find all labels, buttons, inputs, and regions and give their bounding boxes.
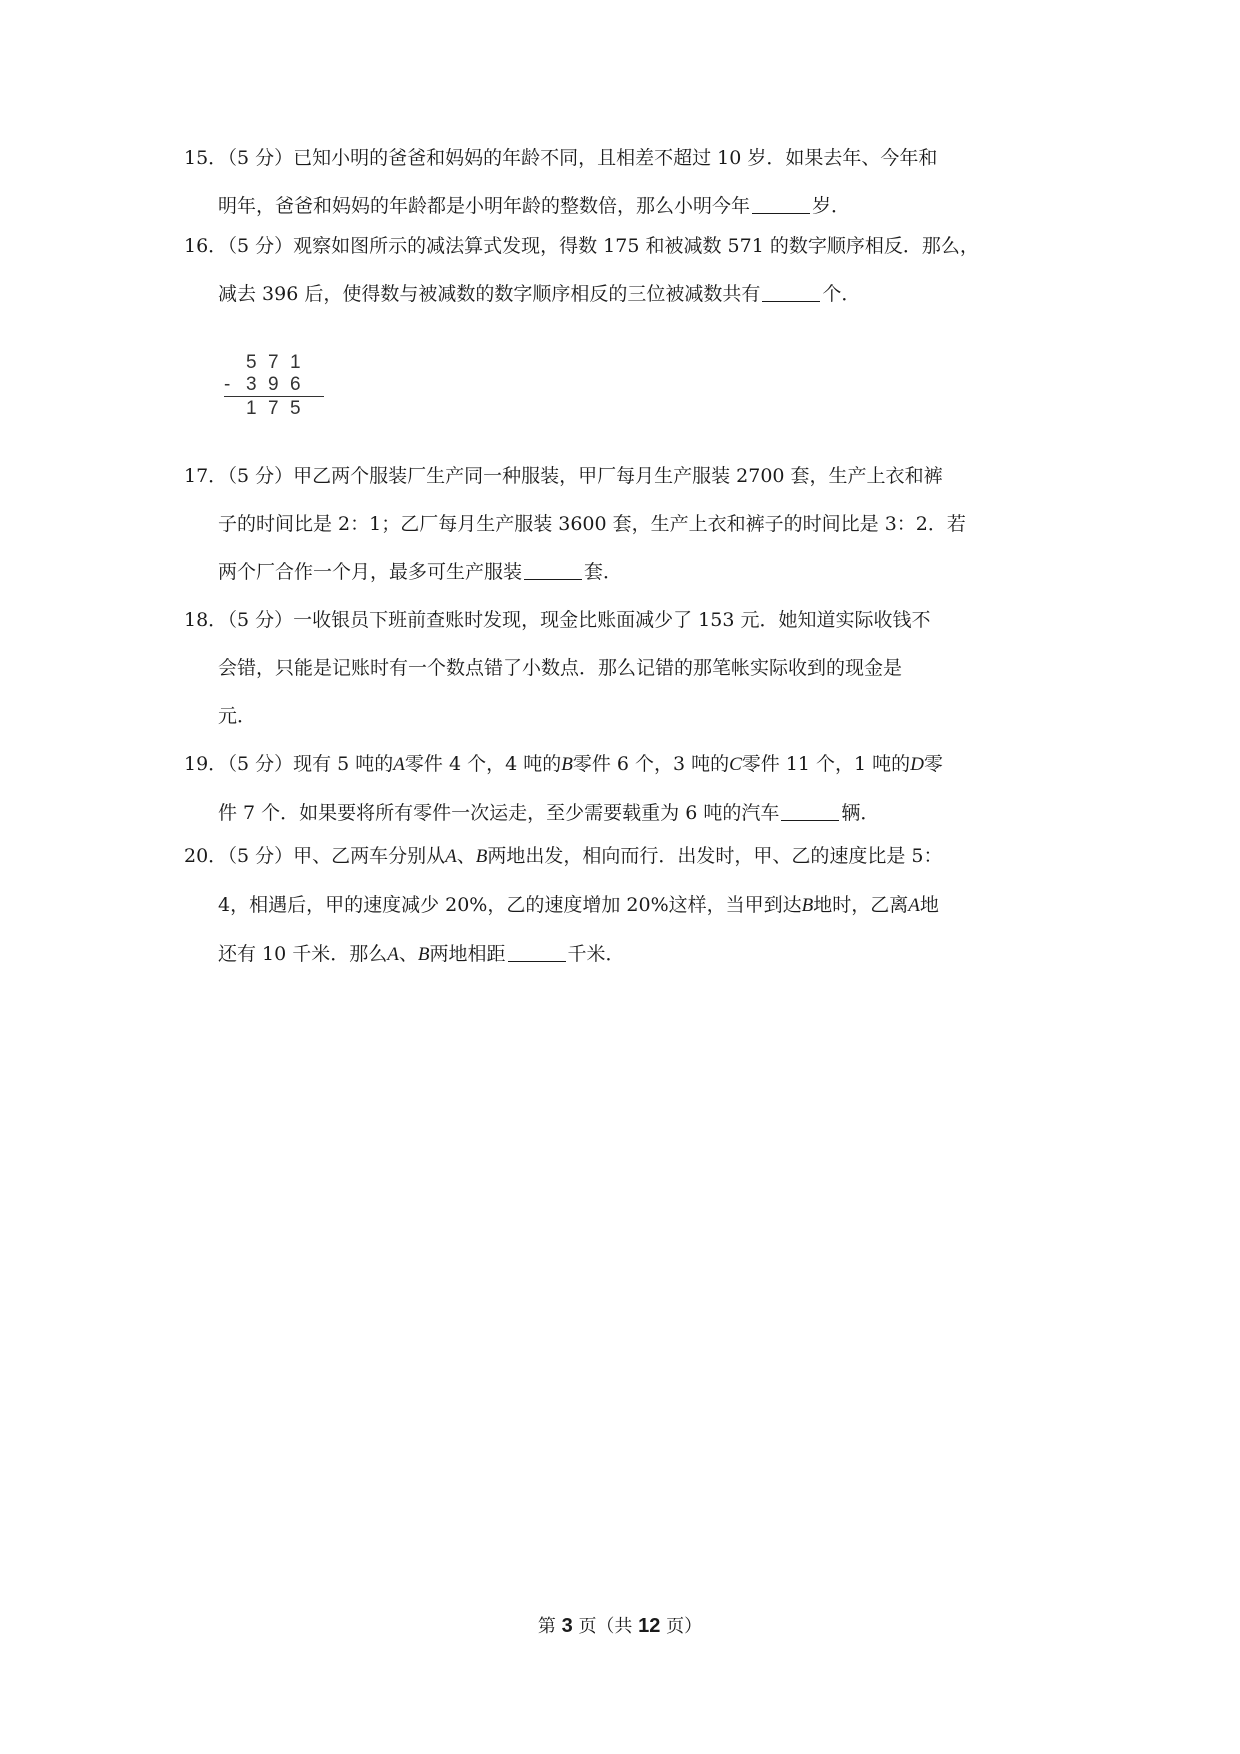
question-text: 两个厂合作一个月，最多可生产服装 — [218, 561, 523, 583]
answer-blank[interactable] — [752, 212, 810, 214]
question-line — [184, 452, 1064, 500]
question-line — [184, 832, 1064, 881]
subtraction-figure — [222, 352, 322, 420]
question-text: 套． — [584, 561, 623, 583]
variable: A — [387, 944, 399, 965]
question-text: 岁． — [812, 195, 851, 217]
variable: B — [417, 944, 430, 965]
question-line — [184, 270, 1064, 318]
question-line — [184, 692, 1064, 740]
digit: 9 — [268, 374, 279, 395]
question-line — [184, 740, 1064, 789]
page-footer — [0, 1612, 1240, 1638]
variable: B — [475, 846, 488, 867]
question-line — [184, 930, 1064, 979]
variable: B — [561, 754, 573, 775]
question-text: 个． — [822, 283, 861, 305]
question-text: 地 — [919, 894, 939, 916]
total-pages-number: 12 — [638, 1615, 661, 1637]
digit: 1 — [246, 398, 257, 419]
answer-blank[interactable] — [508, 960, 566, 962]
question-number: 18． — [184, 609, 228, 631]
digit: 5 — [290, 398, 301, 419]
variable: C — [729, 754, 742, 775]
question-text: 零 — [923, 753, 943, 775]
question-text: 零件 6 个，3 吨的 — [572, 753, 730, 775]
question-text: （5 分）一收银员下班前查账时发现，现金比账面减少了 153 元．她知道实际收钱不 — [218, 609, 931, 631]
question-text: 件 7 个．如果要将所有零件一次运走，至少需要载重为 6 吨的汽车 — [218, 802, 780, 824]
question-text: 零件 4 个，4 吨的 — [404, 753, 562, 775]
answer-blank[interactable] — [781, 819, 839, 821]
difference-row — [222, 398, 322, 420]
question-text: （5 分）已知小明的爸爸和妈妈的年龄不同，且相差不超过 10 岁．如果去年、今年和 — [218, 147, 938, 169]
question-line — [184, 134, 1064, 182]
answer-blank[interactable] — [762, 300, 820, 302]
question-text: 会错，只能是记账时有一个数点错了小数点．那么记错的那笔帐实际收到的现金是 — [218, 657, 903, 679]
question-text: 子的时间比是 2：1；乙厂每月生产服装 3600 套，生产上衣和裤子的时间比是 3：2．若 — [218, 513, 966, 535]
question-number: 19． — [184, 753, 228, 775]
question-text: 4，相遇后，甲的速度减少 20%，乙的速度增加 20%这样，当甲到达 — [218, 894, 802, 916]
question-17 — [184, 452, 1064, 596]
question-20 — [184, 832, 1064, 979]
variable: A — [393, 754, 405, 775]
digit: 7 — [268, 352, 279, 373]
question-text: 零件 11 个，1 吨的 — [741, 753, 911, 775]
footer-text: 页（共 — [578, 1616, 633, 1637]
question-19 — [184, 740, 1064, 837]
digit: 7 — [268, 398, 279, 419]
question-text: 辆． — [841, 802, 880, 824]
question-line — [184, 881, 1064, 930]
question-text: （5 分）观察如图所示的减法算式发现，得数 175 和被减数 571 的数字顺序相反．那么， — [218, 235, 979, 257]
variable: D — [910, 754, 924, 775]
question-text: 元． — [218, 705, 257, 727]
answer-blank[interactable] — [524, 578, 582, 580]
question-text: 还有 10 千米．那么 — [218, 943, 388, 965]
minus-sign: - — [224, 374, 231, 395]
digit: 6 — [290, 374, 301, 395]
question-15 — [184, 134, 1064, 230]
question-text: 两地出发，相向而行．出发时，甲、乙的速度比是 5： — [487, 845, 943, 867]
digit: 1 — [290, 352, 301, 373]
question-line — [184, 644, 1064, 692]
question-text: （5 分）甲、乙两车分别从 — [218, 845, 446, 867]
question-text: 减去 396 后，使得数与被减数的数字顺序相反的三位被减数共有 — [218, 283, 761, 305]
question-number: 17． — [184, 465, 228, 487]
variable: B — [801, 895, 814, 916]
question-text: 地时，乙离 — [813, 894, 909, 916]
subtrahend-row — [222, 374, 322, 396]
question-line — [184, 222, 1064, 270]
question-text: 、 — [398, 943, 418, 965]
footer-text: 第 — [537, 1616, 556, 1637]
question-text: （5 分）现有 5 吨的 — [218, 753, 394, 775]
question-text: 、 — [456, 845, 476, 867]
question-line — [184, 596, 1064, 644]
variable: A — [908, 895, 920, 916]
question-number: 20． — [184, 845, 228, 867]
question-line — [184, 500, 1064, 548]
sum-rule — [224, 396, 324, 397]
question-text: 千米． — [567, 943, 625, 965]
question-text: 明年，爸爸和妈妈的年龄都是小明年龄的整数倍，那么小明今年 — [218, 195, 751, 217]
question-line — [184, 789, 1064, 837]
question-number: 16． — [184, 235, 228, 257]
digit: 5 — [246, 352, 257, 373]
digit: 3 — [246, 374, 257, 395]
question-text: 两地相距 — [429, 943, 506, 965]
minuend-row — [222, 352, 322, 374]
question-line — [184, 548, 1064, 596]
variable: A — [445, 846, 457, 867]
question-text: （5 分）甲乙两个服装厂生产同一种服装，甲厂每月生产服装 2700 套，生产上衣和裤 — [218, 465, 943, 487]
question-18 — [184, 596, 1064, 740]
current-page-number: 3 — [561, 1615, 573, 1637]
question-number: 15． — [184, 147, 228, 169]
question-16 — [184, 222, 1064, 318]
footer-text: 页） — [666, 1616, 703, 1637]
